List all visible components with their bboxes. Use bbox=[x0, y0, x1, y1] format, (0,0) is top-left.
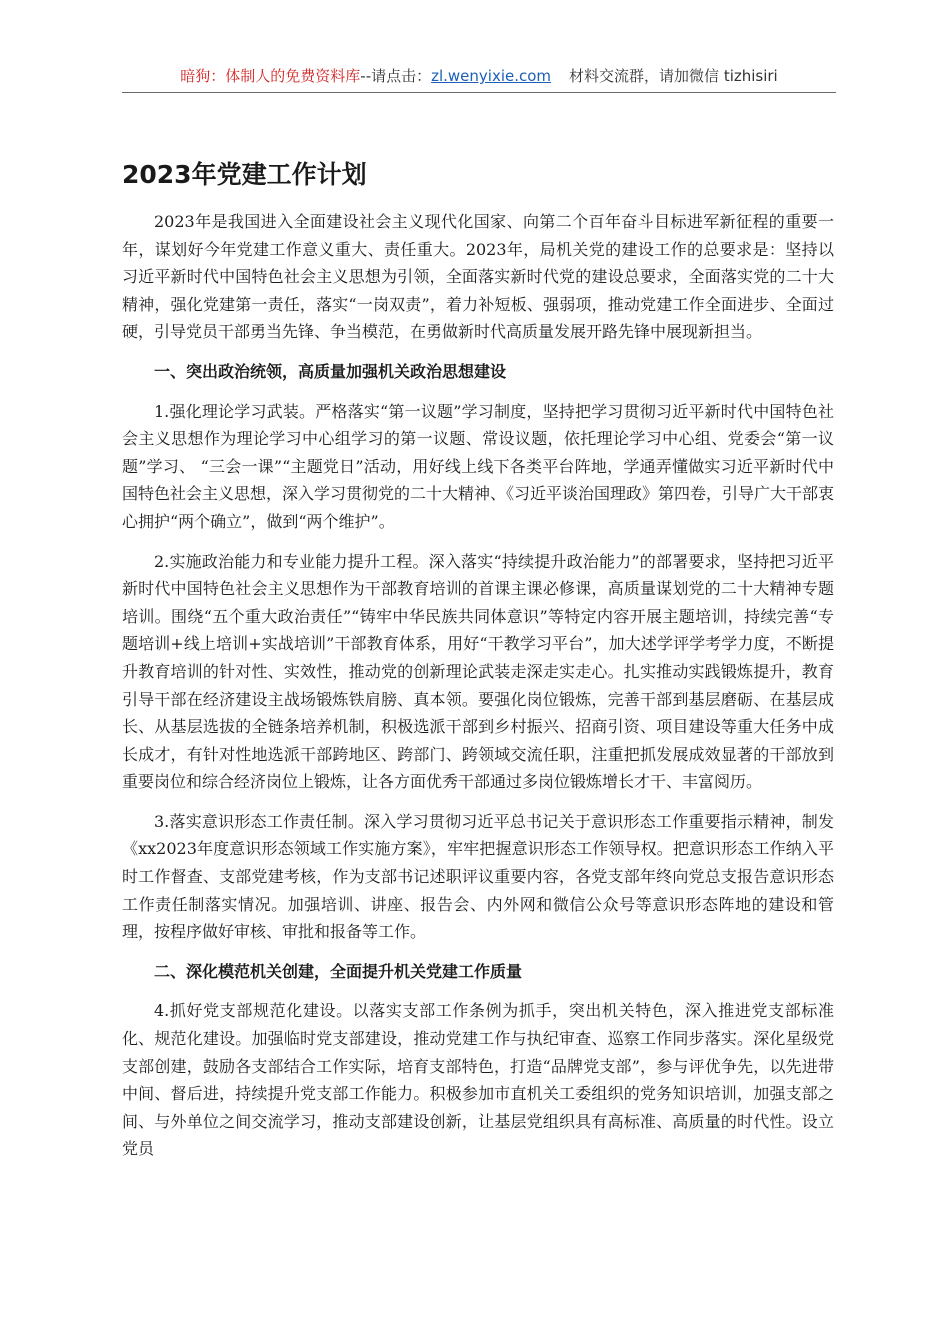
item-paragraph-1: 1.强化理论学习武装。严格落实“第一议题”学习制度，坚持把学习贯彻习近平新时代中国特色社会主义思想作为理论学习中心组学习的第一议题、常设议题，依托理论学习中心组、党委会“第一议题”学习、 “三会一课”“主题党日”活动，用好线上线下各类平台阵地，学通弄懂做实习近平新时代中国特色社会主义思想，深入学习贯彻党的二十大精神、《习近平谈治国理政》第四卷，引导广大干部衷心拥护“两个确立”，做到“两个维护”。 bbox=[122, 401, 835, 531]
header-brand: 暗狗：体制人的免费资料库 bbox=[180, 67, 361, 85]
item-paragraph-2: 2.实施政治能力和专业能力提升工程。深入落实“持续提升政治能力”的部署要求，坚持把习近平新时代中国特色社会主义思想作为干部教育培训的首课主课必修课，高质量谋划党的二十大精神专题培训。围绕“五个重大政治责任”“铸牢中华民族共同体意识”等特定内容开展主题培训，持续完善“专题培训+线上培训+实战培训”干部教育体系，用好“干教学习平台”，加大述学评学考学力度，不断提升教育培训的针对性、实效性，推动党的创新理论武装走深走实走心。扎实推动实践锻炼提升，教育引导干部在经济建设主战场锻炼铁肩膀、真本领。要强化岗位锻炼，完善干部到基层磨砺、在基层成长、从基层选拔的全链条培养机制，积极选派干部到乡村振兴、招商引资、项目建设等重大任务中成长成才，有针对性地选派干部跨地区、跨部门、跨领域交流任职，注重把抓发展成效显著的干部放到重要岗位和综合经济岗位上锻炼，让各方面优秀干部通过多岗位锻炼增长才干、丰富阅历。 bbox=[122, 551, 834, 792]
header-link[interactable]: zl.wenyixie.com bbox=[431, 67, 552, 85]
page-header bbox=[122, 66, 836, 93]
item-paragraph-3: 3.落实意识形态工作责任制。深入学习贯彻习近平总书记关于意识形态工作重要指示精神，制发《xx2023年度意识形态领域工作实施方案》，牢牢把握意识形态工作领导权。把意识形态工作纳入平时工作督查、支部党建考核，作为支部书记述职评议重要内容，各党支部年终向党总支报告意识形态工作责任制落实情况。加强培训、讲座、报告会、内外网和微信公众号等意识形态阵地的建设和管理，按程序做好审核、审批和报备等工作。 bbox=[122, 811, 834, 942]
section-heading-2: 二、深化模范机关创建，全面提升机关党建工作质量 bbox=[154, 961, 523, 981]
header-prompt: --请点击： bbox=[360, 67, 432, 85]
section-heading-1: 一、突出政治统领，高质量加强机关政治思想建设 bbox=[154, 361, 507, 381]
intro-paragraph: 2023年是我国进入全面建设社会主义现代化国家、向第二个百年奋斗目标进军新征程的重要一年，谋划好今年党建工作意义重大、责任重大。2023年，局机关党的建设工作的总要求是：坚持以习近平新时代中国特色社会主义思想为引领，全面落实新时代党的建设总要求，全面落实党的二十大精神，强化党建第一责任，落实“一岗双责”，着力补短板、强弱项，推动党建工作全面进步、全面过硬，引导党员干部勇当先锋、争当模范，在勇做新时代高质量发展开路先锋中展现新担当。 bbox=[122, 212, 834, 342]
document-title: 2023年党建工作计划 bbox=[122, 160, 367, 189]
document-body bbox=[122, 208, 834, 1175]
header-contact: 材料交流群，请加微信 tizhisiri bbox=[569, 67, 778, 85]
item-paragraph-4: 4.抓好党支部规范化建设。以落实支部工作条例为抓手，突出机关特色，深入推进党支部标准化、规范化建设。加强临时党支部建设，推动党建工作与执纪审查、巡察工作同步落实。深化星级党支部创建，鼓励各支部结合工作实际，培育支部特色，打造“品牌党支部”，参与评优争先，以先进带中间、督后进，持续提升党支部工作能力。积极参加市直机关工委组织的党务知识培训，加强支部之间、与外单位之间交流学习，推动支部建设创新，让基层党组织具有高标准、高质量的时代性。设立党员 bbox=[122, 1001, 834, 1159]
